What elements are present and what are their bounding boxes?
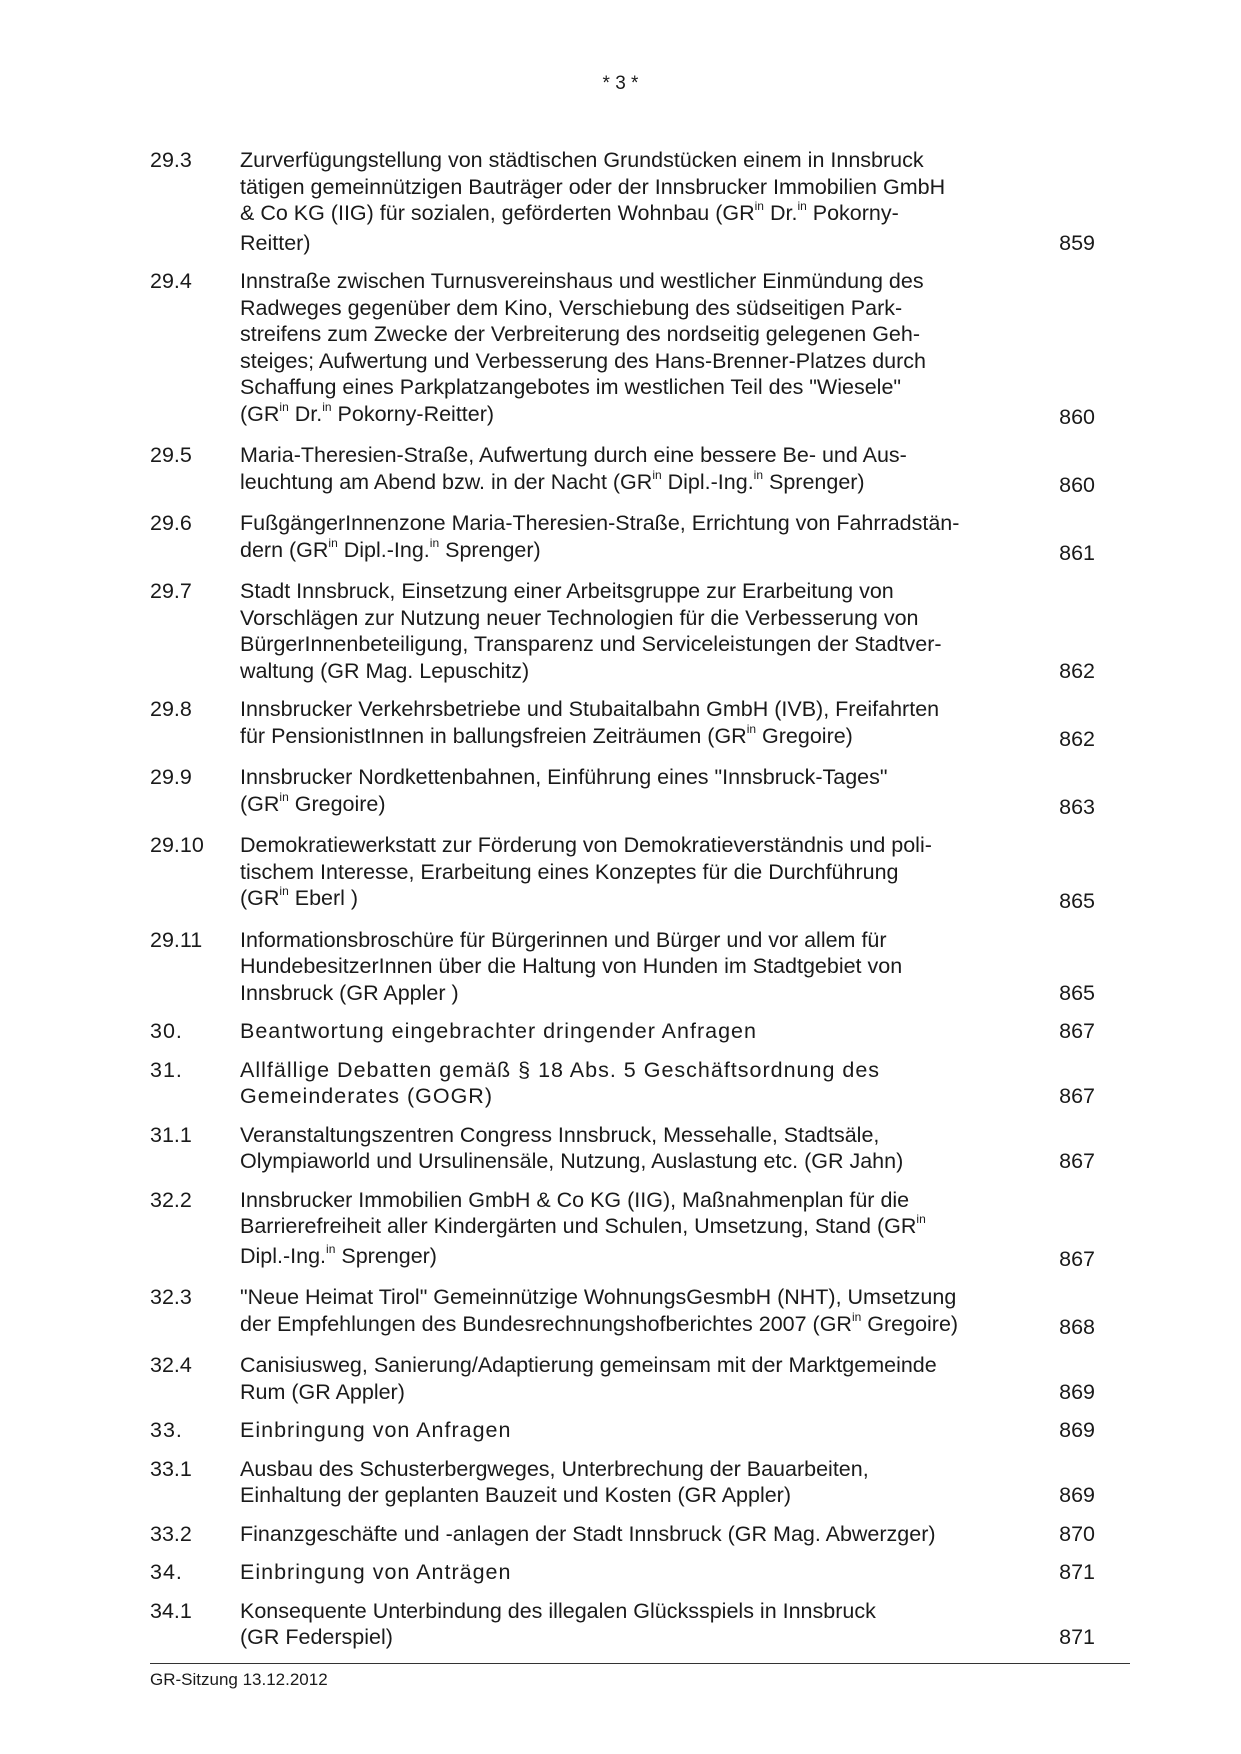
entry-page-number: 859: [1059, 230, 1095, 255]
footer-text: GR-Sitzung 13.12.2012: [150, 1670, 328, 1689]
entry-title: [240, 1018, 1020, 1045]
toc-entry: [150, 832, 1095, 915]
toc-entry: [150, 1284, 1095, 1340]
entry-title-line: Einbringung von Anträgen: [240, 1560, 512, 1584]
toc-entry: [150, 1456, 1095, 1509]
entry-title-line: streifens zum Zwecke der Verbreiterung des nordseitig gelegenen Geh-: [240, 322, 921, 346]
entry-title: [240, 578, 1020, 684]
toc-entry: [150, 1122, 1095, 1175]
entry-title-line: HundebesitzerInnen über die Haltung von Hunden im Stadtgebiet von: [240, 954, 903, 978]
entry-number: 29.9: [150, 765, 192, 789]
entry-title: [240, 1559, 1020, 1586]
entry-title: [240, 1187, 1020, 1273]
entry-page-number: 869: [1059, 1379, 1095, 1404]
entry-number: 31.: [150, 1057, 183, 1082]
entry-title: [240, 1598, 1020, 1651]
entry-title-line: Radweges gegenüber dem Kino, Verschiebung des südseitigen Park-: [240, 295, 903, 320]
entry-title: [240, 1417, 1020, 1444]
entry-title: [240, 764, 1020, 820]
entry-title-line: Finanzgeschäfte und -anlagen der Stadt Innsbruck (GR Mag. Abwerzger): [240, 1521, 936, 1546]
entry-title-line: der Empfehlungen des Bundesrechnungshofberichtes 2007 ($GR^{in}$ Gregoire): [240, 1309, 959, 1336]
entry-page-number: 863: [1059, 794, 1095, 819]
entry-title-line: ($GR^{in}$ Eberl ): [240, 884, 359, 910]
entry-title: [240, 1122, 1020, 1175]
entry-page-number: 862: [1059, 658, 1095, 683]
entry-title-line: Einbringung von Anfragen: [240, 1418, 512, 1442]
entry-title: [240, 268, 1020, 430]
entry-page-number: 871: [1059, 1625, 1095, 1649]
entry-title: [240, 1352, 1020, 1405]
entry-title-line: Barrierefreiheit aller Kindergärten und Schulen, Umsetzung, Stand ($GR^{in}$: [240, 1212, 926, 1238]
entry-title-line: Innstraße zwischen Turnusvereinshaus und westlicher Einmündung des: [240, 269, 924, 293]
entry-title-line: "Neue Heimat Tirol" Gemeinnützige WohnungsGesmbH (NHT), Umsetzung: [240, 1285, 957, 1309]
entry-title: [240, 510, 1020, 566]
toc-entry: [150, 1521, 1095, 1548]
entry-title-line: für PensionistInnen in ballungsfreien Zeiträumen ($GR^{in}$ Gregoire): [240, 721, 853, 748]
entry-page-number: 870: [1059, 1521, 1095, 1546]
entry-number: 33.2: [150, 1521, 192, 1546]
toc-entry: [150, 1352, 1095, 1405]
entry-title: [240, 1284, 1020, 1340]
entry-title-line: tätigen gemeinnützigen Bauträger oder der Innsbrucker Immobilien GmbH: [240, 174, 946, 199]
entry-number: 29.4: [150, 269, 192, 293]
entry-title: [240, 832, 1020, 915]
toc-entry: [150, 1057, 1095, 1110]
toc-entry: [150, 578, 1095, 684]
entry-page-number: 861: [1059, 540, 1095, 565]
entry-title-line: Schaffung eines Parkplatzangebotes im westlichen Teil des "Wiesele": [240, 375, 902, 399]
entry-page-number: 867: [1059, 1246, 1095, 1271]
entry-page-number: 867: [1059, 1019, 1095, 1043]
entry-title-line: Veranstaltungszentren Congress Innsbruck, Messehalle, Stadtsäle,: [240, 1122, 880, 1147]
toc-entry: [150, 1559, 1095, 1586]
entry-page-number: 860: [1059, 472, 1095, 497]
entry-title-line: Olympiaworld und Ursulinensäle, Nutzung, Auslastung etc. (GR Jahn): [240, 1149, 904, 1173]
entry-title-line: Innsbrucker Immobilien GmbH & Co KG (IIG), Maßnahmenplan für die: [240, 1187, 910, 1212]
entry-title-line: Allfällige Debatten gemäß § 18 Abs. 5 Geschäftsordnung des: [240, 1057, 881, 1082]
entry-number: 29.7: [150, 579, 192, 603]
entry-title: [240, 147, 1020, 256]
toc-entry: [150, 442, 1095, 498]
entry-title-line: Reitter): [240, 230, 311, 255]
entry-title-line: Innsbruck (GR Appler ): [240, 980, 459, 1005]
entry-title-line: steiges; Aufwertung und Verbesserung des Hans-Brenner-Platzes durch: [240, 348, 927, 373]
entry-title: [240, 442, 1020, 498]
entry-title-line: Rum (GR Appler): [240, 1379, 405, 1404]
entry-page-number: 862: [1059, 726, 1095, 751]
entry-number: 32.4: [150, 1353, 192, 1377]
table-of-contents: [150, 147, 1095, 1663]
entry-number: 31.1: [150, 1122, 192, 1147]
toc-entry: [150, 510, 1095, 566]
entry-number: 29.3: [150, 148, 192, 172]
entry-title-line: BürgerInnenbeteiligung, Transparenz und Serviceleistungen der Stadtver-: [240, 632, 942, 656]
entry-title: [240, 1521, 1020, 1548]
entry-title-line: Gemeinderates (GOGR): [240, 1084, 493, 1108]
entry-page-number: 865: [1059, 889, 1095, 913]
entry-title-line: tischem Interesse, Erarbeitung eines Konzeptes für die Durchführung: [240, 859, 899, 884]
entry-page-number: 860: [1059, 404, 1095, 429]
toc-entry: [150, 1417, 1095, 1444]
entry-title: [240, 696, 1020, 752]
entry-title-line: Demokratiewerkstatt zur Förderung von Demokratieverständnis und poli-: [240, 833, 932, 857]
entry-title-line: Konsequente Unterbindung des illegalen Glücksspiels in Innsbruck: [240, 1598, 876, 1623]
toc-entry: [150, 147, 1095, 256]
entry-title-line: Innsbrucker Verkehrsbetriebe und Stubaitalbahn GmbH (IVB), Freifahrten: [240, 697, 940, 721]
entry-number: 32.3: [150, 1285, 192, 1309]
entry-title-line: waltung (GR Mag. Lepuschitz): [240, 658, 530, 683]
entry-number: 29.5: [150, 443, 192, 467]
entry-page-number: 867: [1059, 1084, 1095, 1108]
toc-entry: [150, 927, 1095, 1007]
entry-title-line: Informationsbroschüre für Bürgerinnen und Bürger und vor allem für: [240, 927, 887, 952]
entry-page-number: 869: [1059, 1418, 1095, 1442]
entry-number: 30.: [150, 1019, 183, 1043]
page-number: * 3 *: [602, 73, 639, 94]
toc-entry: [150, 1187, 1095, 1273]
entry-title-line: Dipl.-Ing.$^{in}$ Sprenger): [240, 1241, 437, 1268]
entry-page-number: 871: [1059, 1560, 1095, 1584]
toc-entry: [150, 696, 1095, 752]
toc-entry: [150, 1598, 1095, 1651]
entry-title-line: Zurverfügungstellung von städtischen Grundstücken einem in Innsbruck: [240, 148, 924, 172]
entry-page-number: 869: [1059, 1483, 1095, 1507]
entry-title-line: & Co KG (IIG) für sozialen, geförderten Wohnbau ($GR^{in}$ Dr.$^{in}$ Pokorny-: [240, 199, 899, 225]
entry-title: [240, 1057, 1020, 1110]
entry-title-line: FußgängerInnenzone Maria-Theresien-Straße, Errichtung von Fahrradstän-: [240, 511, 960, 535]
entry-title-line: Vorschlägen zur Nutzung neuer Technologien für die Verbesserung von: [240, 605, 919, 630]
entry-title-line: Ausbau des Schusterbergweges, Unterbrechung der Bauarbeiten,: [240, 1456, 869, 1481]
toc-entry: [150, 1018, 1095, 1045]
entry-title-line: Stadt Innsbruck, Einsetzung einer Arbeitsgruppe zur Erarbeitung von: [240, 579, 894, 603]
entry-number: 33.: [150, 1418, 183, 1442]
entry-number: 32.2: [150, 1187, 192, 1212]
toc-entry: [150, 268, 1095, 430]
entry-title-line: Einhaltung der geplanten Bauzeit und Kosten (GR Appler): [240, 1483, 792, 1507]
entry-title-line: (GR Federspiel): [240, 1625, 393, 1649]
entry-page-number: 865: [1059, 980, 1095, 1005]
entry-number: 34.: [150, 1560, 183, 1584]
entry-page-number: 868: [1059, 1314, 1095, 1339]
entry-number: 29.6: [150, 511, 192, 535]
entry-title: [240, 927, 1020, 1007]
toc-entry: [150, 764, 1095, 820]
entry-number: 29.8: [150, 697, 192, 721]
entry-title-line: leuchtung am Abend bzw. in der Nacht ($GR^{in}$ Dipl.-Ing.$^{in}$ Sprenger): [240, 467, 865, 494]
entry-title-line: dern ($GR^{in}$ Dipl.-Ing.$^{in}$ Sprenger): [240, 535, 541, 562]
entry-title-line: Maria-Theresien-Straße, Aufwertung durch eine bessere Be- und Aus-: [240, 443, 907, 467]
entry-title-line: Canisiusweg, Sanierung/Adaptierung gemeinsam mit der Marktgemeinde: [240, 1353, 937, 1377]
entry-number: 34.1: [150, 1598, 192, 1623]
entry-number: 29.10: [150, 833, 204, 857]
footer-divider: [150, 1663, 1130, 1664]
entry-number: 29.11: [150, 927, 203, 952]
entry-title-line: Innsbrucker Nordkettenbahnen, Einführung eines "Innsbruck-Tages": [240, 765, 888, 789]
entry-title: [240, 1456, 1020, 1509]
entry-number: 33.1: [150, 1456, 192, 1481]
entry-title-line: ($GR^{in}$ Gregoire): [240, 789, 386, 816]
entry-page-number: 867: [1059, 1149, 1095, 1173]
entry-title-line: Beantwortung eingebrachter dringender Anfragen: [240, 1019, 757, 1043]
entry-title-line: ($GR^{in}$ Dr.$^{in}$ Pokorny-Reitter): [240, 399, 495, 426]
